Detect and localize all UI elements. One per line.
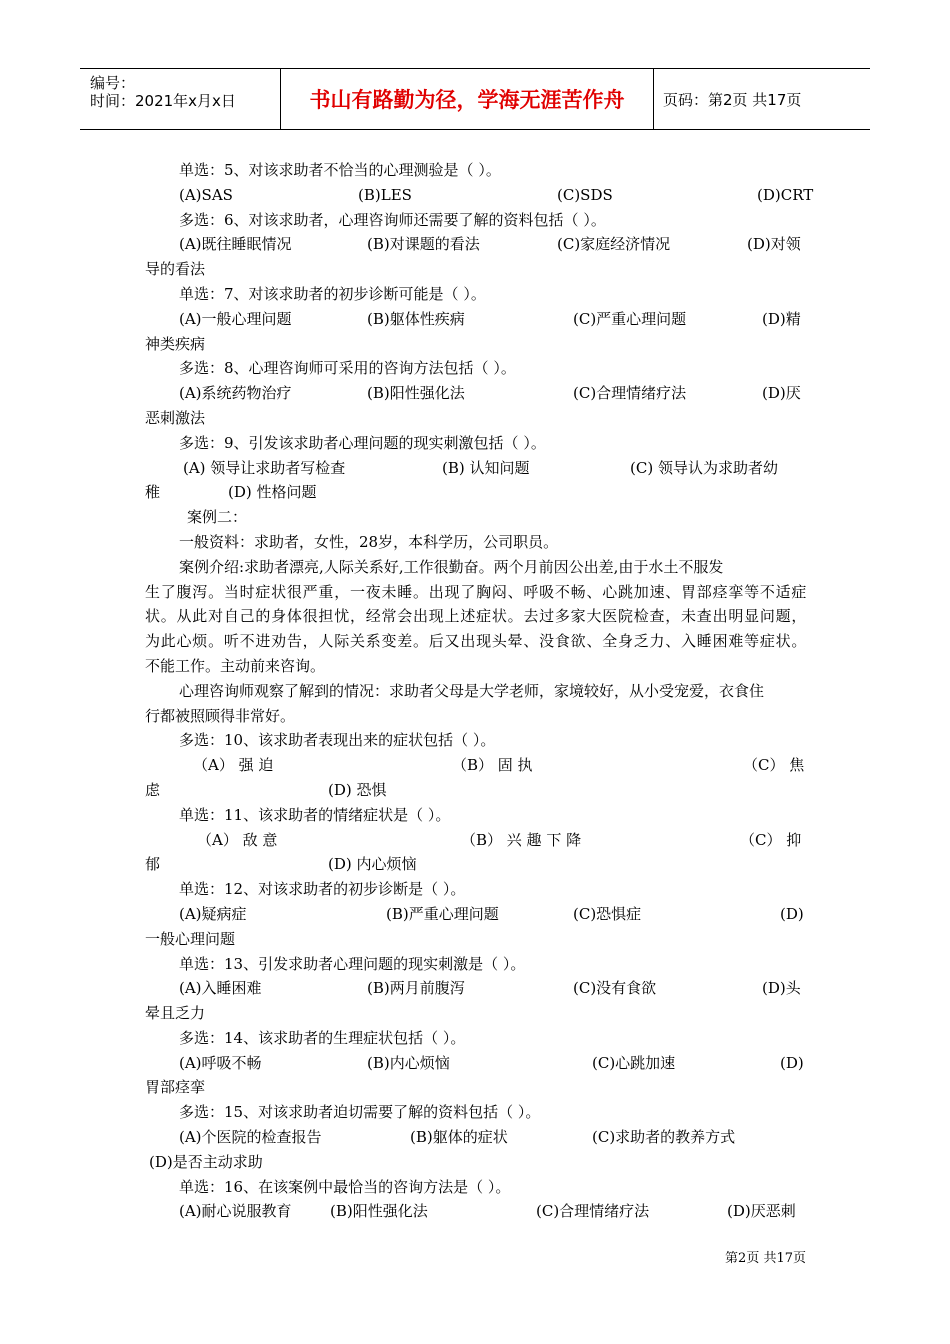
text-line (145, 728, 807, 753)
text-line (145, 828, 807, 853)
text-segment: (C)SDS (557, 185, 613, 204)
text-segment: 晕且乏力 (145, 1004, 206, 1023)
text-line (145, 803, 807, 828)
text-segment: 单选：16、在该案例中最恰当的咨询方法是（ ）。 (179, 1177, 511, 1196)
text-segment: 不能工作。主动前来咨询。 (145, 656, 326, 675)
text-segment: (B)LES (358, 185, 412, 204)
text-line (145, 356, 807, 381)
text-segment: 郁 (145, 855, 161, 874)
text-segment: (A)既往睡眠情况 (179, 235, 292, 254)
text-line (145, 778, 807, 803)
text-line (145, 208, 807, 233)
text-line (145, 1051, 807, 1076)
text-segment: (A)疑病症 (179, 904, 247, 923)
text-segment: (C)严重心理问题 (573, 309, 687, 328)
text-line (145, 976, 807, 1001)
text-segment: （A） 强 迫 (193, 756, 274, 775)
text-line (145, 307, 807, 332)
text-line (145, 530, 807, 555)
document-body (145, 158, 814, 1224)
text-segment: (D) (780, 1053, 804, 1072)
text-segment: (C)合理情绪疗法 (536, 1202, 650, 1221)
text-segment: 多选：15、对该求助者迫切需要了解的资料包括（ ）。 (179, 1103, 541, 1122)
text-segment: (B)阳性强化法 (367, 384, 465, 403)
text-segment: (B)两月前腹泻 (367, 979, 465, 998)
text-line (145, 183, 814, 208)
header-id-label: 编号： (90, 74, 136, 92)
text-segment: (C) 领导认为求助者幼 (630, 458, 778, 477)
text-segment: (D)CRT (757, 185, 814, 204)
text-line (145, 332, 807, 357)
text-segment: (B)躯体的症状 (410, 1128, 508, 1147)
header-meta (80, 69, 281, 129)
text-segment: 多选：9、引发该求助者心理问题的现实刺激包括（ ）。 (179, 433, 546, 452)
page-footer: 第2页 共17页 (725, 1251, 806, 1266)
text-line (145, 1075, 807, 1100)
text-segment: (D) (780, 904, 804, 923)
text-segment: (B) 认知问题 (442, 458, 530, 477)
text-segment: 虑 (145, 780, 161, 799)
text-segment: 案例介绍:求助者漂亮,人际关系好,工作很勤奋。两个月前因公出差,由于水土不服发 (179, 557, 724, 576)
text-segment: 多选：14、该求助者的生理症状包括（ ）。 (179, 1028, 466, 1047)
text-line (145, 877, 807, 902)
text-line (145, 406, 807, 431)
text-segment: (C)家庭经济情况 (557, 235, 671, 254)
text-segment: 一般心理问题 (145, 929, 236, 948)
text-segment: （B） 固 执 (452, 756, 533, 775)
text-line (145, 1150, 807, 1175)
text-segment: 行都被照顾得非常好。 (145, 706, 296, 725)
text-line (145, 753, 807, 778)
text-line (145, 927, 807, 952)
text-line (145, 555, 807, 580)
text-line (145, 232, 807, 257)
header-page-label: 页码：第2页 共17页 (663, 90, 802, 109)
text-segment: 单选：7、对该求助者的初步诊断可能是（ ）。 (179, 284, 486, 303)
text-segment: (A)SAS (179, 185, 233, 204)
text-segment: 神类疾病 (145, 334, 206, 353)
text-line (145, 257, 807, 282)
text-segment: (A)系统药物治疗 (179, 384, 292, 403)
header-time-label: 时间：2021年x月x日 (90, 92, 236, 110)
text-segment: 多选：6、对该求助者，心理咨询师还需要了解的资料包括（ ）。 (179, 210, 606, 229)
text-segment: (D)厌 (762, 384, 801, 403)
text-segment: 单选：12、对该求助者的初步诊断是（ ）。 (179, 880, 466, 899)
text-line: 生 了 腹 泻 。 当 时 症 状 很 严 重 ， 一 夜 未 睡 。 出 现 了 胸 闷 、 呼 吸 不 畅 、 心 跳 加 速 、 胃 部 痉 挛 等 不 适 症 (145, 582, 807, 601)
text-line (145, 381, 807, 406)
text-segment: (C)合理情绪疗法 (573, 384, 687, 403)
text-segment: (D) 恐惧 (328, 780, 387, 799)
text-segment: 心理咨询师观察了解到的情况：求助者父母是大学老师，家境较好，从小受宠爱，衣食住 (179, 681, 765, 700)
text-line (145, 902, 807, 927)
text-segment: (A) 领导让求助者写检查 (183, 458, 346, 477)
text-segment: (A)耐心说服教育 (179, 1202, 292, 1221)
text-line (145, 1125, 807, 1150)
text-segment: (A)一般心理问题 (179, 309, 292, 328)
text-segment: 单选：11、该求助者的情绪症状是（ ）。 (179, 805, 451, 824)
text-line (145, 158, 807, 183)
text-segment: (A)个医院的检查报告 (179, 1128, 322, 1147)
text-line (145, 456, 807, 481)
text-line (145, 480, 807, 505)
text-line (145, 505, 807, 530)
text-segment: 单选：5、对该求助者不恰当的心理测验是（ ）。 (179, 161, 501, 179)
text-segment: 恶刺激法 (145, 408, 206, 427)
text-segment: (C)求助者的教养方式 (592, 1128, 736, 1147)
text-line (145, 1199, 807, 1224)
header-motto: 书山有路勤为径，学海无涯苦作舟 (281, 69, 654, 129)
text-line (145, 1175, 807, 1200)
text-segment: (B)躯体性疾病 (367, 309, 465, 328)
text-line (145, 282, 807, 307)
text-segment: 一般资料：求助者，女性，28岁，本科学历，公司职员。 (179, 532, 559, 551)
text-segment: (B)严重心理问题 (386, 904, 499, 923)
text-segment: 导的看法 (145, 260, 206, 279)
text-line (145, 1100, 807, 1125)
text-segment: 案例二： (187, 508, 248, 527)
text-segment: (B)内心烦恼 (367, 1053, 450, 1072)
page-header (80, 68, 870, 130)
text-segment: (D)是否主动求助 (149, 1152, 263, 1171)
text-segment: （C） 抑 (740, 830, 802, 849)
text-segment: (D)厌恶刺 (727, 1202, 796, 1221)
text-segment: (D)对领 (747, 235, 801, 254)
text-segment: 胃部痉挛 (145, 1078, 206, 1097)
text-segment: 多选：8、心理咨询师可采用的咨询方法包括（ ）。 (179, 359, 516, 378)
text-segment: (D) 内心烦恼 (328, 855, 417, 874)
text-line (145, 654, 807, 679)
text-line (145, 952, 807, 977)
text-segment: (D)头 (762, 979, 801, 998)
text-segment: (C)没有食欲 (573, 979, 657, 998)
text-segment: （A） 敌 意 (197, 830, 278, 849)
text-segment: （C） 焦 (743, 756, 805, 775)
text-segment: (D)精 (762, 309, 801, 328)
text-segment: (C)心跳加速 (592, 1053, 676, 1072)
text-line: 为 此 心 烦 。 听 不 进 劝 告 ， 人 际 关 系 变 差 。 后 又 出 现 头 晕 、 没 食 欲 、 全 身 乏 力 、 入 睡 困 难 等 症 状 。 (145, 632, 807, 651)
text-line (145, 704, 807, 729)
text-line (145, 679, 807, 704)
text-segment: (B)阳性强化法 (330, 1202, 428, 1221)
text-segment: (A)入睡困难 (179, 979, 262, 998)
text-segment: 稚 (145, 483, 161, 502)
text-line: 状 。 从 此 对 自 己 的 身 体 很 担 忧 ， 经 常 会 出 现 上 述 症 状 。 去 过 多 家 大 医 院 检 查 ， 未 查 出 明 显 问 题 ， (145, 607, 807, 626)
text-line (145, 1001, 807, 1026)
text-line (145, 852, 807, 877)
text-segment: 单选：13、引发求助者心理问题的现实刺激是（ ）。 (179, 954, 526, 973)
text-segment: 多选：10、该求助者表现出来的症状包括（ ）。 (179, 731, 496, 750)
text-segment: (A)呼吸不畅 (179, 1053, 262, 1072)
text-line (145, 431, 807, 456)
text-segment: (D) 性格问题 (228, 483, 317, 502)
text-segment: （B） 兴 趣 下 降 (461, 830, 582, 849)
text-line (145, 1026, 807, 1051)
text-segment: (B)对课题的看法 (367, 235, 480, 254)
text-segment: (C)恐惧症 (573, 904, 642, 923)
